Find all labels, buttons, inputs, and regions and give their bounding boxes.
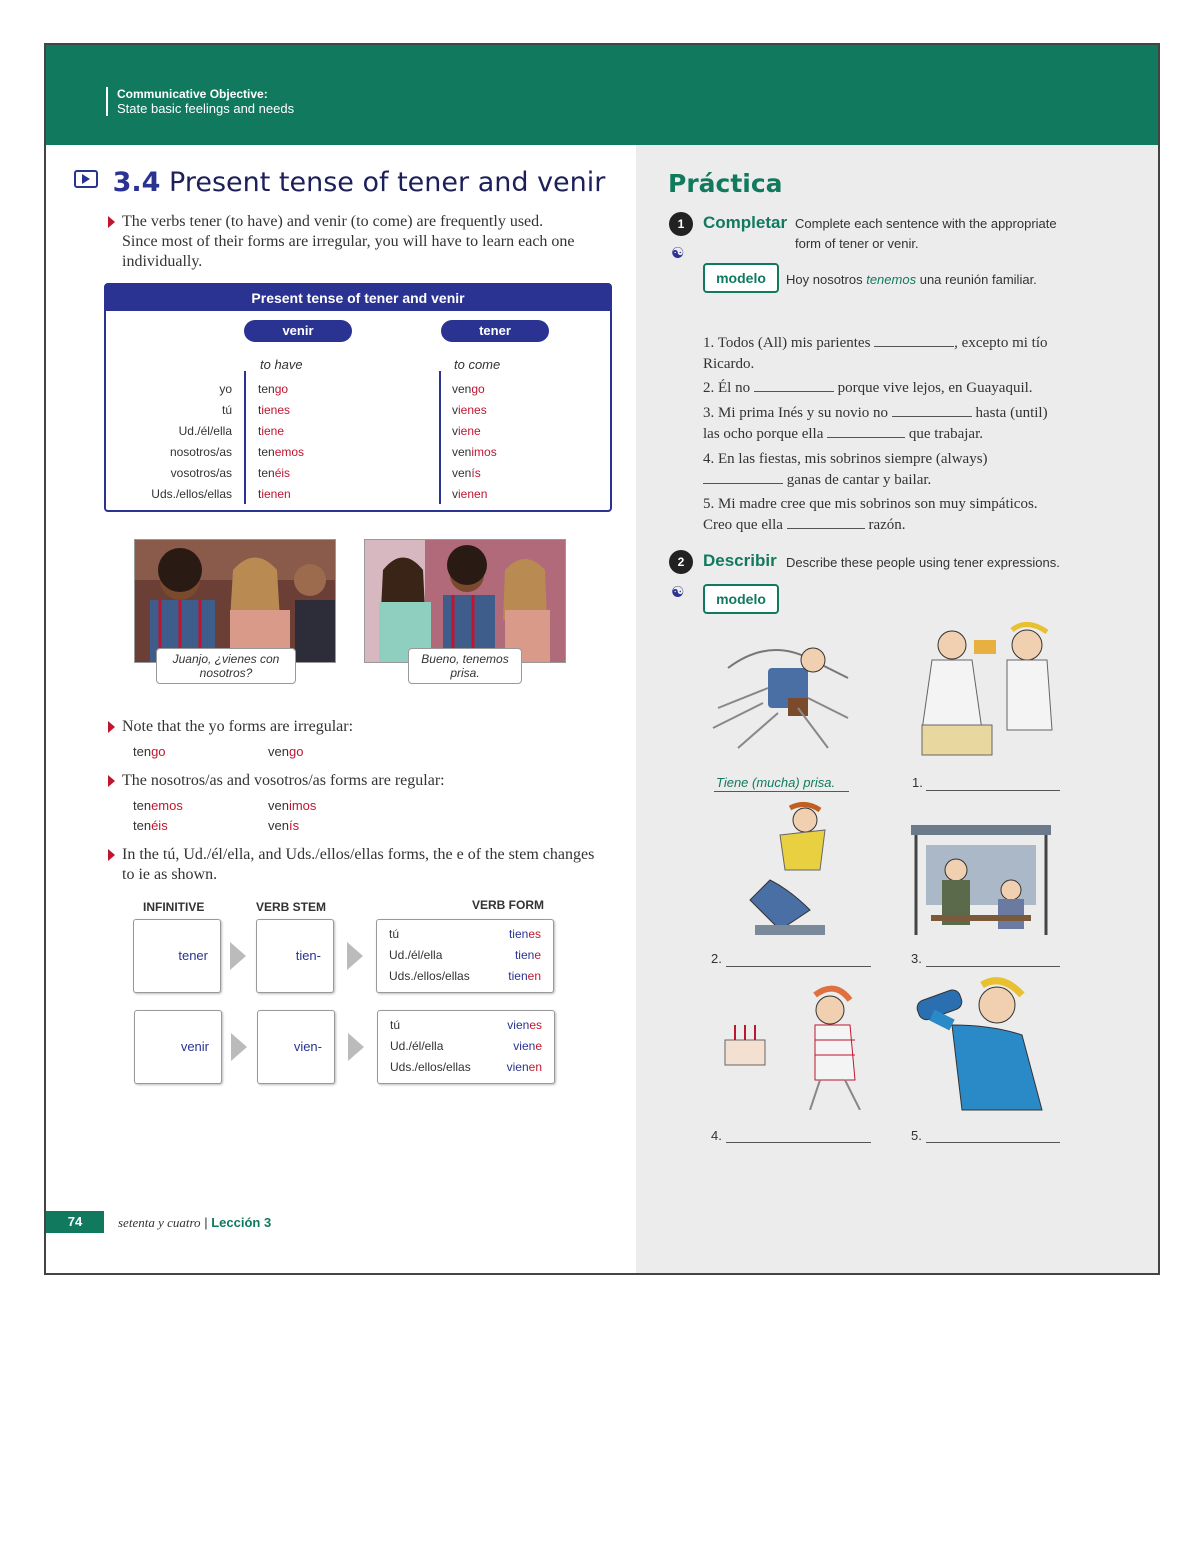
conjugation-table bbox=[104, 283, 612, 512]
objective-text: State basic feelings and needs bbox=[117, 101, 295, 116]
verb-form: tenemos bbox=[258, 445, 305, 459]
infinitive-box-tener: tener bbox=[133, 919, 221, 993]
header-verb-stem: VERB STEM bbox=[256, 900, 327, 914]
exercise-item-4: 4. En las fiestas, mis sobrinos siempre (always) ganas de cantar y bailar. bbox=[703, 451, 988, 488]
exercise-title-completar: Completar bbox=[703, 213, 788, 232]
answer-blank[interactable] bbox=[787, 528, 865, 529]
exercise-item-1: 1. Todos (All) mis parientes , excepto mi tío Ricardo. bbox=[703, 335, 1048, 372]
photo-students-2-image bbox=[365, 540, 565, 662]
answer-line[interactable] bbox=[726, 1142, 871, 1143]
illustration-thirsty bbox=[912, 975, 1062, 1105]
objective-title: Communicative Objective: bbox=[117, 87, 268, 101]
page-footer: setenta y cuatro | Lección 3 bbox=[118, 1215, 272, 1230]
intro-paragraph: The verbs tener (to have) and venir (to come) are frequently used. Since most of their forms are irregular, you will have to learn each one individually. bbox=[122, 212, 582, 272]
answer-blank[interactable] bbox=[703, 483, 783, 484]
pair-work-icon: ☯ bbox=[671, 584, 685, 601]
note-stem-change: In the tú, Ud./él/ella, and Uds./ellos/ellas forms, the e of the stem changes to ie as shown. bbox=[122, 845, 610, 885]
header-infinitive: INFINITIVE bbox=[143, 900, 205, 914]
pronoun-label: Uds./ellos/ellas bbox=[151, 487, 232, 501]
conjugation-table-title: Present tense of tener and venir bbox=[106, 285, 610, 311]
photo-caption-2: Bueno, tenemos prisa. bbox=[408, 648, 522, 684]
form-row: Ud./él/ella viene bbox=[390, 1039, 542, 1053]
label-1: 1. bbox=[912, 775, 923, 790]
answer-blank[interactable] bbox=[827, 437, 905, 438]
form-row: Ud./él/ella tiene bbox=[389, 948, 541, 962]
pronoun-label: yo bbox=[219, 382, 232, 396]
modelo-label-2: modelo bbox=[703, 584, 779, 614]
label-3: 3. bbox=[911, 951, 922, 966]
pronoun-label: Ud./él/ella bbox=[178, 424, 232, 438]
example-venis: venís bbox=[268, 818, 300, 833]
illustration-cold bbox=[906, 815, 1056, 945]
verb-form: tienes bbox=[258, 403, 291, 417]
exercise-number-1: 1 bbox=[669, 212, 693, 236]
cold-drawing bbox=[906, 815, 1056, 945]
verb-form: tengo bbox=[258, 382, 289, 396]
practica-title: Práctica bbox=[668, 169, 783, 198]
example-vengo: vengo bbox=[268, 744, 304, 759]
column-pill-venir: venir bbox=[244, 320, 352, 342]
communicative-objective bbox=[106, 87, 294, 116]
pronoun-label: vosotros/as bbox=[170, 466, 232, 480]
example-teneis: tenéis bbox=[133, 818, 168, 833]
hurry-drawing bbox=[708, 628, 858, 758]
exercise-item-2: 2. Él no porque vive lejos, en Guayaquil. bbox=[703, 380, 1033, 396]
section-heading: Present tense of tener and venir bbox=[169, 167, 606, 198]
illustration-exercise-bike bbox=[730, 800, 880, 930]
verb-form: tiene bbox=[258, 424, 285, 438]
answer-line[interactable] bbox=[726, 966, 871, 967]
photo-students-1-image bbox=[135, 540, 335, 662]
forms-box-tener bbox=[376, 919, 554, 993]
form-row: tú vienes bbox=[390, 1018, 542, 1032]
stem-box-tien: tien- bbox=[256, 919, 334, 993]
illustration-eating bbox=[912, 620, 1062, 750]
example-tenemos: tenemos bbox=[133, 798, 183, 813]
verb-form: venimos bbox=[452, 445, 497, 459]
exercise-bike-drawing bbox=[730, 800, 860, 940]
note-nosotros-forms: The nosotros/as and vosotros/as forms are regular: bbox=[122, 771, 582, 791]
forms-box-venir bbox=[377, 1010, 555, 1084]
answer-blank[interactable] bbox=[874, 346, 954, 347]
label-2: 2. bbox=[711, 951, 722, 966]
header-verb-form: VERB FORM bbox=[472, 898, 544, 912]
modelo-label-1: modelo bbox=[703, 263, 779, 293]
section-number: 3.4 bbox=[112, 167, 161, 198]
video-play-icon[interactable] bbox=[74, 170, 98, 188]
illustration-hurry bbox=[708, 628, 858, 758]
form-row: Uds./ellos/ellas tienen bbox=[389, 969, 541, 983]
verb-form: tenéis bbox=[258, 466, 291, 480]
gloss-to-have: to have bbox=[260, 357, 303, 372]
photo-students-1 bbox=[134, 539, 336, 663]
exercise-title-describir: Describir bbox=[703, 551, 777, 570]
model-caption: Tiene (mucha) prisa. bbox=[716, 775, 836, 790]
thirsty-drawing bbox=[912, 975, 1062, 1115]
model-caption-underline bbox=[714, 791, 849, 792]
example-venimos: venimos bbox=[268, 798, 317, 813]
note-yo-forms: Note that the yo forms are irregular: bbox=[122, 717, 582, 737]
verb-form: venís bbox=[452, 466, 481, 480]
column-divider bbox=[244, 371, 246, 504]
answer-line[interactable] bbox=[926, 1142, 1060, 1143]
answer-blank[interactable] bbox=[754, 391, 834, 392]
exercise-number-2: 2 bbox=[669, 550, 693, 574]
arrow-icon bbox=[348, 1033, 364, 1061]
illustration-birthday bbox=[720, 980, 870, 1110]
exercise-item-5: 5. Mi madre cree que mis sobrinos son muy simpáticos. Creo que ella razón. bbox=[703, 496, 1038, 533]
arrow-icon bbox=[230, 942, 246, 970]
answer-blank[interactable] bbox=[892, 416, 972, 417]
page-header-bar bbox=[46, 45, 1158, 145]
example-tengo: tengo bbox=[133, 744, 166, 759]
exercise-1-instructions: Complete each sentence with the appropriate form of tener or venir. bbox=[795, 216, 1057, 251]
label-4: 4. bbox=[711, 1128, 722, 1143]
gloss-to-come: to come bbox=[454, 357, 501, 372]
column-pill-tener: tener bbox=[441, 320, 549, 342]
pair-work-icon: ☯ bbox=[671, 245, 685, 262]
answer-line[interactable] bbox=[926, 790, 1060, 791]
exercise-item-3: 3. Mi prima Inés y su novio no hasta (until) las ocho porque ella que trabajar. bbox=[703, 405, 1048, 442]
modelo-sentence-1: Hoy nosotros tenemos una reunión familiar. bbox=[786, 272, 1037, 287]
pronoun-label: nosotros/as bbox=[169, 445, 232, 459]
birthday-drawing bbox=[720, 980, 870, 1110]
verb-form: vienes bbox=[452, 403, 487, 417]
infinitive-box-venir: venir bbox=[134, 1010, 222, 1084]
arrow-icon bbox=[347, 942, 363, 970]
eating-drawing bbox=[912, 620, 1062, 760]
verb-form: vienen bbox=[452, 487, 488, 501]
arrow-icon bbox=[231, 1033, 247, 1061]
answer-line[interactable] bbox=[926, 966, 1060, 967]
form-row: tú tienes bbox=[389, 927, 541, 941]
photo-caption-1: Juanjo, ¿vienes con nosotros? bbox=[156, 648, 296, 684]
label-5: 5. bbox=[911, 1128, 922, 1143]
form-row: Uds./ellos/ellas vienen bbox=[390, 1060, 542, 1074]
section-title bbox=[74, 167, 605, 198]
page-number: 74 bbox=[46, 1211, 104, 1233]
exercise-2-instructions: Describe these people using tener expressions. bbox=[786, 555, 1060, 570]
column-divider bbox=[439, 371, 441, 504]
pronoun-label: tú bbox=[221, 403, 232, 417]
photo-students-2 bbox=[364, 539, 566, 663]
verb-form: vengo bbox=[452, 382, 485, 396]
verb-form: viene bbox=[452, 424, 481, 438]
verb-form: tienen bbox=[258, 487, 291, 501]
stem-box-vien: vien- bbox=[257, 1010, 335, 1084]
